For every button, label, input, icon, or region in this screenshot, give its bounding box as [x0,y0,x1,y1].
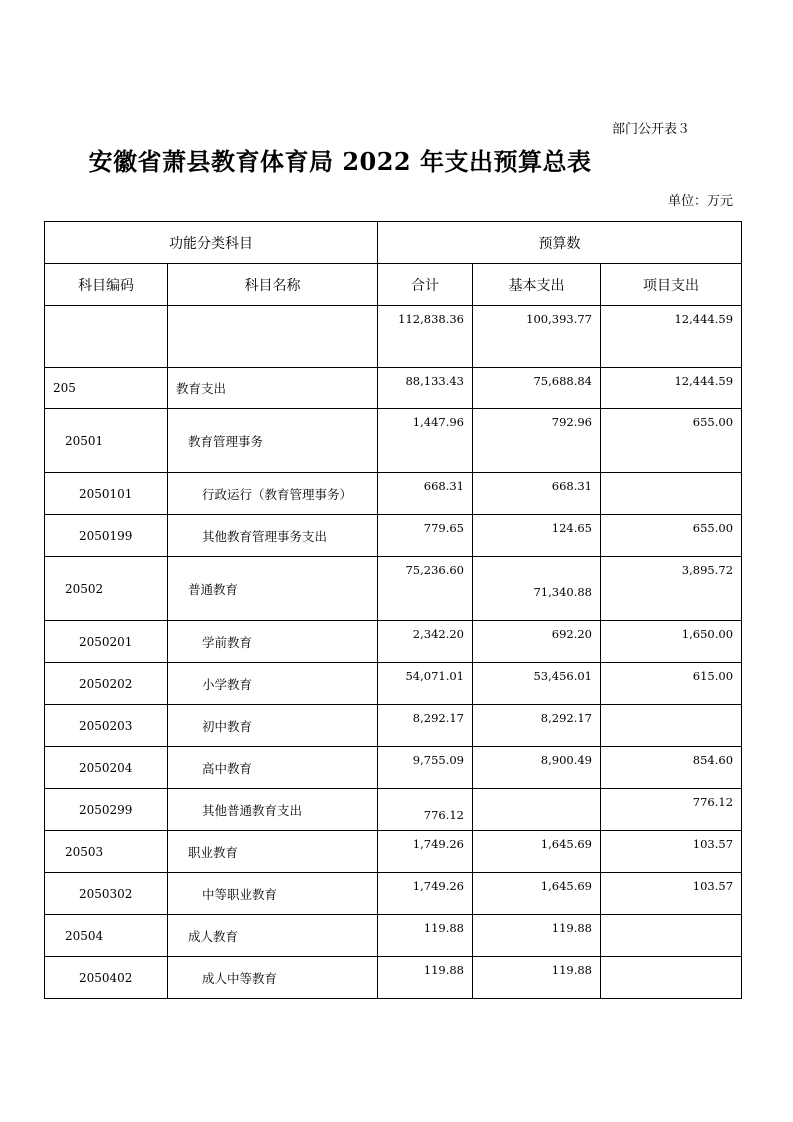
row-total: 119.88 [378,915,473,957]
table-row [45,831,742,873]
header-budget: 预算数 [378,222,742,264]
row-project: 854.60 [601,747,742,789]
header-function-category: 功能分类科目 [45,222,378,264]
row-project: 655.00 [601,515,742,557]
row-name: 学前教育 [168,621,378,663]
row-basic: 124.65 [473,515,601,557]
totals-project: 12,444.59 [601,306,742,368]
row-project: 103.57 [601,831,742,873]
row-project: 1,650.00 [601,621,742,663]
header-total: 合计 [378,264,473,306]
row-code: 2050202 [45,663,168,705]
header-project: 项目支出 [601,264,742,306]
table-body [45,368,742,999]
row-project [601,473,742,515]
totals-code [45,306,168,368]
table-row [45,789,742,831]
row-code: 2050402 [45,957,168,999]
row-name: 其他普通教育支出 [168,789,378,831]
table-row [45,368,742,409]
row-project [601,957,742,999]
row-name: 教育管理事务 [168,409,378,473]
row-project: 12,444.59 [601,368,742,409]
totals-total: 112,838.36 [378,306,473,368]
row-name: 行政运行（教育管理事务） [168,473,378,515]
row-project [601,705,742,747]
row-total: 9,755.09 [378,747,473,789]
row-total: 54,071.01 [378,663,473,705]
budget-table [44,221,742,999]
row-basic: 119.88 [473,957,601,999]
row-project [601,915,742,957]
form-number: 部门公开表３ [611,122,690,137]
row-total: 1,749.26 [378,873,473,915]
header-row-1 [45,222,742,264]
row-name: 高中教育 [168,747,378,789]
header-name: 科目名称 [168,264,378,306]
row-basic [473,789,601,831]
row-name: 小学教育 [168,663,378,705]
row-total: 8,292.17 [378,705,473,747]
row-basic: 71,340.88 [473,557,601,621]
header-row-2 [45,264,742,306]
row-name: 教育支出 [168,368,378,409]
row-code: 205 [45,368,168,409]
unit-label: 单位：万元 [667,194,733,209]
row-project: 615.00 [601,663,742,705]
row-basic: 692.20 [473,621,601,663]
row-total: 776.12 [378,789,473,831]
table-row [45,915,742,957]
totals-name [168,306,378,368]
row-total: 668.31 [378,473,473,515]
row-total: 779.65 [378,515,473,557]
table-row [45,663,742,705]
row-basic: 8,900.49 [473,747,601,789]
totals-row [45,306,742,368]
row-code: 2050203 [45,705,168,747]
row-name: 普通教育 [168,557,378,621]
header-code: 科目编码 [45,264,168,306]
row-total: 1,749.26 [378,831,473,873]
row-name: 成人中等教育 [168,957,378,999]
table-row [45,873,742,915]
row-code: 20503 [45,831,168,873]
row-project: 655.00 [601,409,742,473]
row-project: 103.57 [601,873,742,915]
row-total: 75,236.60 [378,557,473,621]
row-total: 119.88 [378,957,473,999]
totals-basic: 100,393.77 [473,306,601,368]
row-code: 20502 [45,557,168,621]
row-basic: 792.96 [473,409,601,473]
row-code: 2050204 [45,747,168,789]
table-row [45,409,742,473]
table-row [45,957,742,999]
row-project: 3,895.72 [601,557,742,621]
page-title: 安徽省萧县教育体育局 2022 年支出预算总表 [88,147,592,176]
table-row [45,621,742,663]
row-basic: 75,688.84 [473,368,601,409]
row-code: 20504 [45,915,168,957]
row-basic: 1,645.69 [473,831,601,873]
row-basic: 668.31 [473,473,601,515]
table-row [45,515,742,557]
table-row [45,473,742,515]
row-total: 2,342.20 [378,621,473,663]
row-total: 1,447.96 [378,409,473,473]
row-code: 20501 [45,409,168,473]
row-name: 中等职业教育 [168,873,378,915]
row-code: 2050302 [45,873,168,915]
row-name: 职业教育 [168,831,378,873]
row-code: 2050199 [45,515,168,557]
table-row [45,705,742,747]
row-code: 2050299 [45,789,168,831]
row-total: 88,133.43 [378,368,473,409]
row-basic: 119.88 [473,915,601,957]
table-row [45,557,742,621]
row-code: 2050201 [45,621,168,663]
row-name: 成人教育 [168,915,378,957]
row-basic: 8,292.17 [473,705,601,747]
row-name: 其他教育管理事务支出 [168,515,378,557]
row-project: 776.12 [601,789,742,831]
row-name: 初中教育 [168,705,378,747]
table-row [45,747,742,789]
header-basic: 基本支出 [473,264,601,306]
row-basic: 53,456.01 [473,663,601,705]
row-basic: 1,645.69 [473,873,601,915]
row-code: 2050101 [45,473,168,515]
